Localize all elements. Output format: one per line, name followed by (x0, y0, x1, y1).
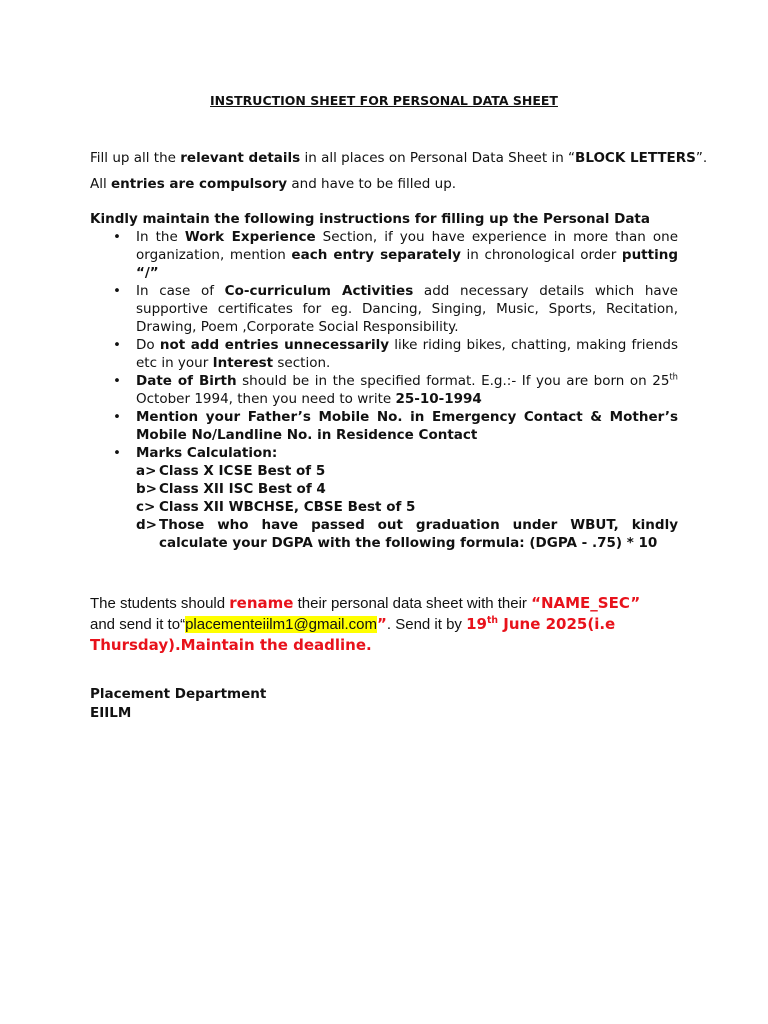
instructions-list (90, 228, 678, 552)
deadline-note: Thursday).Maintain the deadline. (90, 636, 372, 654)
list-item (90, 228, 678, 282)
marks-text: Class XII WBCHSE, CBSE Best of 5 (159, 499, 416, 515)
item-emphasis: each entry separately (291, 247, 461, 263)
deadline-date: 19 (466, 615, 487, 633)
item-emphasis: Interest (212, 355, 274, 371)
instructions-heading: Kindly maintain the following instructions for filling up the Personal Data (90, 211, 650, 227)
notice-text: . Send it by (386, 616, 467, 633)
item-emphasis: putting “/” (136, 247, 678, 281)
intro-text: ”. (695, 150, 708, 166)
intro-emphasis: entries are compulsory (111, 176, 288, 192)
marks-item-c (136, 498, 678, 516)
intro-text: Fill up all the (90, 150, 181, 166)
item-text: like riding bikes, chatting, making friends etc in your (136, 337, 678, 371)
marks-item-b (136, 480, 678, 498)
marks-item-a (136, 462, 678, 480)
marks-label: c> (136, 499, 156, 515)
marks-text: Class X ICSE Best of 5 (159, 463, 326, 479)
department-name: Placement Department (90, 686, 267, 702)
item-text: Section, if you have experience in more than one organization, mention (136, 229, 679, 263)
list-item (90, 444, 678, 552)
signature-block (90, 685, 266, 723)
list-item (90, 282, 678, 336)
intro-text: and have to be filled up. (287, 176, 457, 192)
item-emphasis: 25-10-1994 (395, 391, 482, 407)
item-text: October 1994, then you need to write (136, 391, 396, 407)
notice-emphasis: ” (377, 615, 387, 633)
item-emphasis: Work Experience (184, 229, 316, 245)
notice-emphasis: rename (229, 594, 294, 612)
marks-label: d> (136, 517, 157, 533)
notice-text: and send it to“ (90, 616, 186, 633)
item-text: Do (136, 337, 160, 353)
superscript: th (486, 615, 499, 626)
notice-text: their personal data sheet with their (293, 595, 532, 612)
intro-emphasis: relevant details (180, 150, 301, 166)
marks-text: Class XII ISC Best of 4 (159, 481, 326, 497)
item-emphasis: not add entries unnecessarily (159, 337, 390, 353)
notice-line-1 (90, 593, 690, 614)
marks-text: Those who have passed out graduation under WBUT, kindly calculate your DGPA with the following formula: (DGPA - .75) * 10 (159, 517, 678, 551)
intro-line-1 (90, 150, 707, 166)
deadline-date: June 2025(i.e (498, 615, 616, 633)
list-item (90, 336, 678, 372)
marks-heading: Marks Calculation: (136, 445, 278, 461)
submission-notice (90, 593, 690, 656)
intro-text: in all places on Personal Data Sheet in “ (300, 150, 576, 166)
page-title: INSTRUCTION SHEET FOR PERSONAL DATA SHEET (210, 93, 558, 108)
item-text: should be in the specified format. E.g.:- If you are born on 25 (236, 373, 670, 389)
item-text: In case of (136, 283, 225, 299)
intro-emphasis: BLOCK LETTERS (575, 150, 696, 166)
superscript: th (669, 371, 678, 382)
list-item (90, 408, 678, 444)
item-emphasis: Date of Birth (136, 373, 237, 389)
notice-line-3 (90, 635, 690, 656)
item-emphasis: Co-curriculum Activities (224, 283, 414, 299)
list-item (90, 372, 678, 408)
item-text: add necessary details which have supportive certificates for eg. Dancing, Singing, Music, Sports, Recitation, Drawing, Poem ,Corporate Social Responsibility. (136, 283, 678, 335)
intro-line-2 (90, 176, 456, 192)
item-text: section. (273, 355, 331, 371)
intro-text: All (90, 176, 112, 192)
notice-emphasis: “NAME_SEC” (531, 594, 641, 612)
marks-label: a> (136, 463, 157, 479)
item-text: in chronological order (460, 247, 622, 263)
item-text: In the (136, 229, 185, 245)
email-link[interactable]: placementeiilm1@gmail.com (185, 616, 378, 633)
marks-item-d (136, 516, 678, 552)
organization-name: EIILM (90, 705, 132, 721)
notice-line-2 (90, 614, 690, 635)
marks-label: b> (136, 481, 157, 497)
item-emphasis: Mention your Father’s Mobile No. in Emergency Contact & Mother’s Mobile No/Landline No. in Residence Contact (136, 409, 678, 443)
notice-text: The students should (90, 595, 230, 612)
